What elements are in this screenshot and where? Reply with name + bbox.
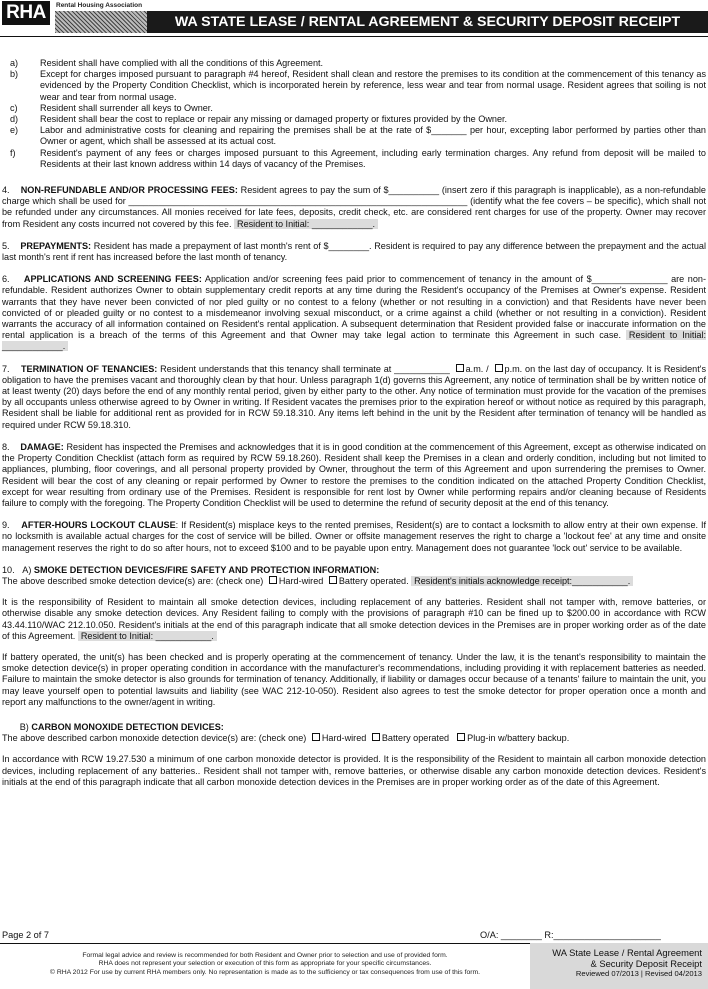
page-header (0, 0, 708, 40)
co-hard-wired-checkbox[interactable] (312, 733, 320, 741)
document-title: WA STATE LEASE / RENTAL AGREEMENT & SECURITY DEPOSIT RECEIPT (147, 11, 708, 33)
deposit-conditions-list (2, 58, 706, 170)
list-item: a) Resident shall have complied with all the conditions of this Agreement. (10, 58, 324, 68)
co-maintenance-paragraph: In accordance with RCW 19.27.530 a minimum of one carbon monoxide detector is provided. It is the responsibility of the Resident to maintain all carbon monoxide detection devices, including replacement of any batteries.. Resident shall not tamper with, remove batteries, or otherwise disable any carbon monoxide detection devices. Resident's initials at the end of this paragraph indicate that all carbon monoxide detection devices in the Premises are in proper working order as of the date of this Agreement. (2, 754, 706, 787)
list-item: b) Except for charges imposed pursuant to paragraph #4 hereof, Resident shall clean and restore the premises to its condition at the commencement of this tenancy as evidenced by the Property Condition Checklist, which is incorporated herein by reference, less wear and tear from normal usage. Resident agrees that soiling is not wear and tear from normal usage. (10, 69, 706, 102)
oa-r-initials[interactable]: O/A: ________ R:_____________________ (480, 930, 661, 940)
pm-checkbox[interactable] (495, 364, 503, 372)
revision-dates: Reviewed 07/2013 | Revised 04/2013 (575, 969, 702, 978)
resident-receipt-initial-field[interactable]: Resident's initials acknowledge receipt:___________. (411, 576, 633, 586)
section-4-heading: NON-REFUNDABLE AND/OR PROCESSING FEES: (20, 185, 238, 196)
section-6-heading: APPLICATIONS AND SCREENING FEES: (23, 274, 202, 285)
section-5: 5. PREPAYMENTS: Resident has made a prepayment of last month's rent of $________. Resident is required to pay any difference between the prepayment and the actual last month's rent if rent has increased before the last month of tenancy. (2, 240, 706, 263)
document-body (2, 58, 706, 788)
am-checkbox[interactable] (456, 364, 464, 372)
rha-logo: RHA (2, 1, 50, 25)
list-item: c) Resident shall surrender all keys to Owner. (10, 102, 213, 113)
header-rule (0, 36, 708, 37)
smoke-maintenance-paragraph: It is the responsibility of Resident to maintain all smoke detection devices, including replacement of any batteries. Resident shall not tamper with, remove batteries, or otherwise disable any smoke detection devices. Any Resident failing to comply with the provisions of paragraph #10 can be fined up to $200.00 in accordance with RCW 43.44.110/WAC 212.10.050. Resident's initials at the end of this paragraph indicate that all smoke detection devices in the Premises are in proper working order as of the date of this Agreement. Resident to Initial: ___________. (2, 597, 706, 641)
section-9: 9. AFTER-HOURS LOCKOUT CLAUSE: If Resident(s) misplace keys to the rented premises, Resident(s) are to contact a locksmith to allow entry at their own expense. If no locksmith is available actual charges for the cost of service will be billed. Owner or offsite management reserves the right to charge a 'lockout fee' at any time and onsite management reserves the right to do so after hours, not to exceed $100 and to be payable upon entry. Management does not guarantee 'lock out' service to be available. (2, 520, 707, 553)
footer-rule (0, 943, 530, 944)
section-9-heading: AFTER-HOURS LOCKOUT CLAUSE (21, 520, 176, 531)
resident-initial-field[interactable]: Resident to Initial: ___________. (78, 631, 217, 641)
list-item: f) Resident's payment of any fees or charges imposed pursuant to this Agreement, including early termination charges. Any refund from deposit will be mailed to Residents at their last known address within 14 days of vacancy of the Premises. (10, 147, 706, 169)
page-footer (0, 930, 708, 989)
section-8: 8. DAMAGE: Resident has inspected the Premises and acknowledges that it is in good condition at the commencement of this Agreement, except as otherwise indicated on the Property Condition Checklist (attach form as required by RCW 59.18.260). Resident shall keep the Premises in a clean and orderly condition, including but not limited to appliances, plumbing, floor coverings, and all personal property provided by Owner, throughout the term of this Agreement and upon surrendering the premises to Owner. Resident will bear the cost of any cleaning or repair performed by Owner to restore the premises to the condition indicated on the attached Property Condition Checklist, except for wear resulting from ordinary use of the Premises. Resident is responsible for rent lost by Owner while performing repairs and/or cleaning because of Residents failure to comply with the foregoing. The Property Condition Checklist will be used to determine the refund of security deposit at the end of this tenancy. (2, 441, 706, 508)
battery-operated-paragraph: If battery operated, the unit(s) has been checked and is properly operating at the commencement of tenancy. Under the law, it is the tenant's responsibility to maintain the smoke detection device(s) in proper operating condition in accordance with the manufacturer's recommendations, including providing it with replacement batteries as needed. Failure to maintain the smoke detector is also grounds for termination of tenancy. Additionally, if liability or damages occur because of a tenants' failure to maintain the unit, you may leave yourself open to potential lawsuits and liability (see WAC 212-10-050). Resident also agrees to test the smoke detector for proper operation once a month and report any malfunctions to the owner/agent in writing. (2, 651, 706, 707)
battery-operated-checkbox[interactable] (329, 576, 337, 584)
co-plug-in-checkbox[interactable] (457, 733, 465, 741)
hard-wired-checkbox[interactable] (269, 576, 277, 584)
section-10a-heading: 10. A) SMOKE DETECTION DEVICES/FIRE SAFETY AND PROTECTION INFORMATION: (2, 564, 380, 575)
association-name: Rental Housing Association (56, 2, 143, 9)
section-7-heading: TERMINATION OF TENANCIES: (20, 363, 158, 374)
smoke-device-type-line: The above described smoke detection device(s) are: (check one) Hard-wired Battery operated. Resident's initials acknowledge receipt:___________. (2, 576, 706, 587)
form-title-box: WA State Lease / Rental Agreement & Security Deposit Receipt Reviewed 07/2013 | Revised 04/2013 (530, 943, 708, 989)
page-number: Page 2 of 7 (2, 930, 49, 940)
section-6: 6. APPLICATIONS AND SCREENING FEES: Application and/or screening fees paid prior to commencement of tenancy in the amount of $_______________ are non-refundable. Resident authorizes Owner to obtain supplementary credit reports at any time during the Resident's occupancy of the Premises at Owner's expense. Resident warrants that they have never been convicted of nor pled guilty or no contest to a felony (whether or not resulting in a conviction) and that Residents have never been convicted of or pleaded guilty or no contest to a misdemeanor involving sexual misconduct, or a crime against a child (whether or not resulting in a conviction). Resident warrants the accuracy of all information contained on Resident's rental application. A subsequent determination that Resident provided false or inaccurate information on the rental application is a breach of the terms of this Agreement and that Owner may take legal action to terminate this Agreement in such case. Resident to Initial: ____________. (2, 274, 706, 352)
co-battery-operated-checkbox[interactable] (372, 733, 380, 741)
legal-disclaimer: Formal legal advice and review is recommended for both Resident and Owner prior to selection and use of provided form. RHA does not represent your selection or execution of this form as appropriate for your specific circumstances. © RHA 2012 For use by current RHA members only. No representation is made as to the sufficiency or tax consequences from use of this form. (49, 952, 481, 976)
header-hatch-decoration (55, 11, 147, 33)
section-8-heading: DAMAGE: (20, 441, 64, 452)
co-device-type-line: The above described carbon monoxide detection device(s) are: (check one) Hard-wired Battery operated Plug-in w/battery backup. (2, 733, 570, 744)
section-4: 4. NON-REFUNDABLE AND/OR PROCESSING FEES: Resident agrees to pay the sum of $__________ (insert zero if this paragraph is inapplicable), as a non-refundable charge which shall be used for ___________________________________________________________________ (identify what the fee covers – be specific), which shall not be refunded under any circumstances. All monies received for late fees, deposits, credit check, etc. are considered rent charges for use of the property. Owner may recover from Resident any costs incurred not covered by this fee. Resident to Initial: ____________. (2, 185, 706, 229)
section-7: 7. TERMINATION OF TENANCIES: Resident understands that this tenancy shall terminate at ___________ a.m. / p.m. on the last day of occupancy. It is Resident's obligation to have the premises vacant and thoroughly clean by that hour. Unless paragraph 1(d) governs this Agreement, any notice of termination shall be by written notice of at least twenty (20) days before the end of any monthly rental period, given by either party to the other. Any notice of termination must provide for the vacation of the premises by all occupants unless otherwise agreed to by Owner in writing. If Resident vacates the premises prior to the expiration hereof or without notice as required by this paragraph, Resident shall be liable for additional rent as provided for in RCW 59.18.310. Any items left behind in the unit by the Resident after termination of tenancy will be handled as required under RCW 59.18.310. (2, 363, 707, 430)
resident-initial-field[interactable]: Resident to Initial: ____________. (234, 219, 378, 229)
section-10b-heading: B) CARBON MONOXIDE DETECTION DEVICES: (19, 721, 224, 732)
resident-initial-field[interactable]: Resident to Initial: ____________. (2, 330, 706, 352)
section-5-heading: PREPAYMENTS: (20, 240, 92, 251)
list-item: d) Resident shall bear the cost to replace or repair any missing or damaged property or fixtures provided by the Owner. (10, 114, 508, 125)
list-item: e) Labor and administrative costs for cleaning and repairing the premises shall be at the rate of $_______ per hour, excepting labor performed by parties other than Owner or agent, which shall be assessed at its actual cost. (10, 125, 706, 147)
